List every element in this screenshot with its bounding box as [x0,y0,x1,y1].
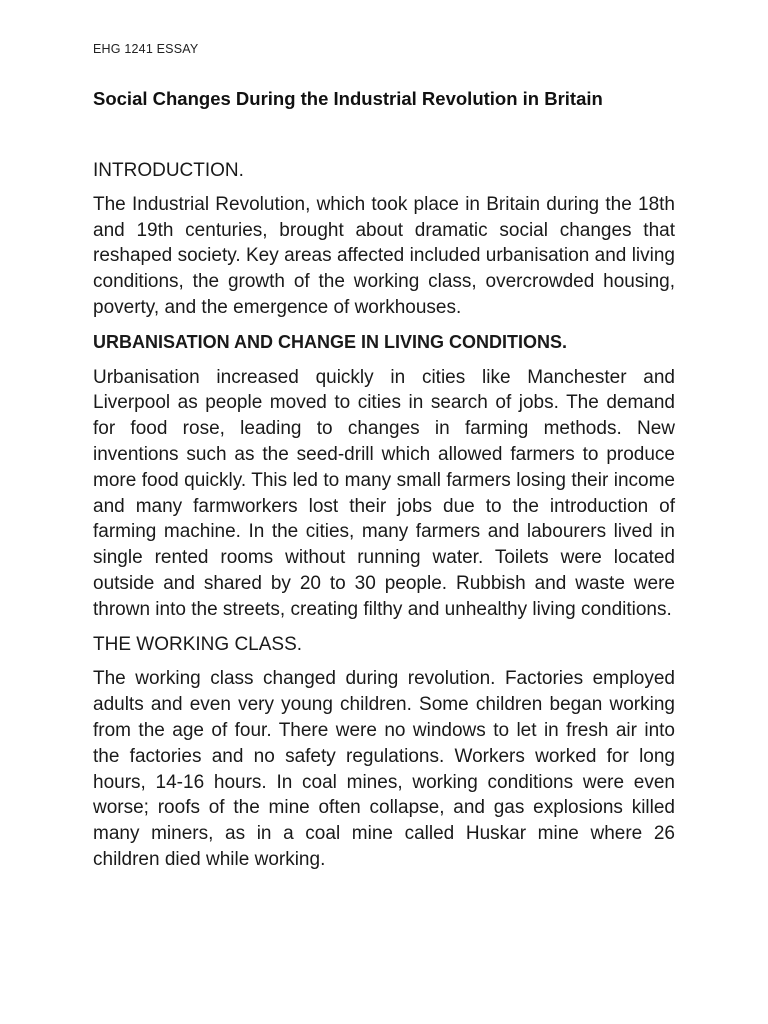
document-body [93,158,675,873]
paragraph-working-class: The working class changed during revolution. Factories employed adults and even very young children. Some children began working from the age of four. There were no windows to let in fresh air into the factories and no safety regulations. Workers worked for long hours, 14-16 hours. In coal mines, working conditions were even worse; roofs of the mine often collapse, and gas explosions killed many miners, as in a coal mine called Huskar mine where 26 children died while working. [93,668,675,870]
paragraph-urbanisation: Urbanisation increased quickly in cities like Manchester and Liverpool as people moved to cities in search of jobs. The demand for food rose, leading to changes in farming methods. New inventions such as the seed-drill which allowed farmers to produce more food quickly. This led to many small farmers losing their income and many farmworkers lost their jobs due to the introduction of farming machine. In the cities, many farmers and labourers lived in single rented rooms without running water. Toilets were located outside and shared by 20 to 30 people. Rubbish and waste were thrown into the streets, creating filthy and unhealthy living conditions. [93,366,675,620]
section-heading-urbanisation: URBANISATION AND CHANGE IN LIVING CONDITIONS. [93,331,568,352]
paragraph-introduction: The Industrial Revolution, which took place in Britain during the 18th and 19th centuries, brought about dramatic social changes that reshaped society. Key areas affected included urbanisation and living conditions, the growth of the working class, overcrowded housing, poverty, and the emergence of workhouses. [93,193,675,318]
section-heading-working-class: THE WORKING CLASS. [93,633,303,655]
section-heading-introduction: INTRODUCTION. [93,160,244,181]
essay-code-label: EHG 1241 ESSAY [93,42,199,56]
document-title: Social Changes During the Industrial Revolution in Britain [93,88,603,109]
